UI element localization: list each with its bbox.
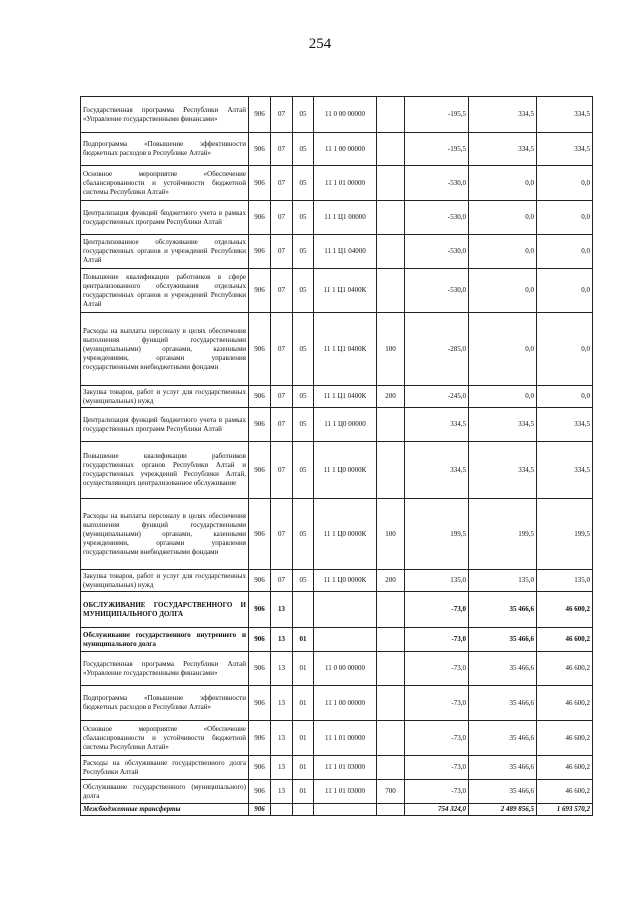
cell-target-article: 11 0 00 00000	[314, 652, 377, 686]
cell-target-article: 11 1 00 00000	[314, 686, 377, 721]
cell-expense-type: 100	[377, 499, 405, 570]
cell-amount-1: 199,5	[405, 499, 469, 570]
cell-amount-1: -73,0	[405, 652, 469, 686]
cell-amount-2: 334,5	[469, 97, 537, 133]
cell-name: Централизация функций бюджетного учета в рамках государственных программ Республики Алтай	[81, 201, 249, 235]
cell-amount-3: 46 600,2	[537, 721, 593, 756]
cell-amount-3: 0,0	[537, 166, 593, 201]
cell-amount-3: 334,5	[537, 408, 593, 442]
cell-amount-1: -73,0	[405, 721, 469, 756]
cell-expense-type	[377, 97, 405, 133]
cell-target-article: 11 1 Ц0 0000К	[314, 570, 377, 592]
cell-section: 13	[271, 592, 293, 628]
cell-admin-code: 906	[249, 628, 271, 652]
cell-subsection: 01	[293, 686, 314, 721]
cell-target-article: 11 1 Ц1 00000	[314, 201, 377, 235]
cell-name: Подпрограмма «Повышение эффективности бюджетных расходов в Республике Алтай»	[81, 686, 249, 721]
cell-admin-code: 906	[249, 780, 271, 804]
cell-target-article: 11 1 Ц1 0400К	[314, 386, 377, 408]
cell-admin-code: 906	[249, 570, 271, 592]
cell-amount-3: 334,5	[537, 442, 593, 499]
cell-target-article: 11 1 Ц0 0000К	[314, 442, 377, 499]
cell-amount-1: -195,5	[405, 133, 469, 166]
cell-section	[271, 804, 293, 816]
cell-amount-1: -73,0	[405, 628, 469, 652]
cell-expense-type	[377, 408, 405, 442]
cell-amount-1: -73,0	[405, 592, 469, 628]
cell-section: 13	[271, 686, 293, 721]
cell-target-article: 11 1 01 03000	[314, 756, 377, 780]
cell-section: 07	[271, 570, 293, 592]
cell-target-article: 11 1 01 00000	[314, 721, 377, 756]
cell-expense-type	[377, 756, 405, 780]
cell-amount-1: -530,0	[405, 235, 469, 269]
cell-section: 13	[271, 756, 293, 780]
table-row	[81, 235, 593, 269]
cell-expense-type	[377, 721, 405, 756]
cell-section: 13	[271, 721, 293, 756]
cell-subsection: 05	[293, 133, 314, 166]
cell-section: 13	[271, 780, 293, 804]
cell-expense-type	[377, 442, 405, 499]
cell-name: Подпрограмма «Повышение эффективности бюджетных расходов в Республике Алтай»	[81, 133, 249, 166]
cell-amount-2: 135,0	[469, 570, 537, 592]
cell-section: 07	[271, 442, 293, 499]
cell-amount-1: -530,0	[405, 269, 469, 313]
cell-target-article: 11 1 Ц0 0000К	[314, 499, 377, 570]
cell-subsection: 05	[293, 235, 314, 269]
cell-amount-2: 0,0	[469, 201, 537, 235]
cell-amount-3: 334,5	[537, 97, 593, 133]
table-row	[81, 442, 593, 499]
cell-expense-type	[377, 166, 405, 201]
cell-target-article: 11 1 Ц1 0400К	[314, 313, 377, 386]
cell-expense-type	[377, 592, 405, 628]
cell-name: Обслуживание государственного (муниципального) долга	[81, 780, 249, 804]
cell-admin-code: 906	[249, 756, 271, 780]
table-row	[81, 499, 593, 570]
cell-name: Государственная программа Республики Алтай «Управление государственными финансами»	[81, 652, 249, 686]
cell-amount-3: 0,0	[537, 235, 593, 269]
cell-subsection: 01	[293, 628, 314, 652]
cell-subsection: 05	[293, 386, 314, 408]
cell-admin-code: 906	[249, 269, 271, 313]
cell-admin-code: 906	[249, 499, 271, 570]
cell-amount-3: 46 600,2	[537, 628, 593, 652]
cell-expense-type: 200	[377, 386, 405, 408]
cell-target-article	[314, 804, 377, 816]
cell-name: Расходы на выплаты персоналу в целях обеспечения выполнения функций государственными (муниципальными) органами, казенными учреждениями, органами управления государственными внебюджетными фондами	[81, 313, 249, 386]
cell-subsection: 05	[293, 313, 314, 386]
cell-subsection	[293, 592, 314, 628]
table-row	[81, 780, 593, 804]
table-row	[81, 804, 593, 816]
table-row	[81, 592, 593, 628]
cell-section: 07	[271, 313, 293, 386]
cell-admin-code: 906	[249, 313, 271, 386]
cell-subsection	[293, 804, 314, 816]
cell-amount-3: 46 600,2	[537, 652, 593, 686]
cell-amount-2: 0,0	[469, 386, 537, 408]
cell-amount-2: 334,5	[469, 442, 537, 499]
cell-amount-1: 334,5	[405, 442, 469, 499]
cell-amount-1: -245,0	[405, 386, 469, 408]
cell-expense-type	[377, 686, 405, 721]
cell-subsection: 01	[293, 756, 314, 780]
cell-name: Повышение квалификации работников в сфере централизованного обслуживания отдельных государственных органов и учреждений Республики Алтай	[81, 269, 249, 313]
cell-amount-2: 35 466,6	[469, 721, 537, 756]
cell-target-article	[314, 592, 377, 628]
cell-expense-type: 200	[377, 570, 405, 592]
cell-amount-2: 0,0	[469, 166, 537, 201]
table-row	[81, 652, 593, 686]
budget-table	[80, 96, 593, 816]
cell-admin-code: 906	[249, 721, 271, 756]
cell-amount-2: 0,0	[469, 235, 537, 269]
cell-amount-3: 46 600,2	[537, 686, 593, 721]
cell-subsection: 05	[293, 570, 314, 592]
cell-target-article: 11 0 00 00000	[314, 97, 377, 133]
cell-subsection: 01	[293, 780, 314, 804]
cell-amount-2: 35 466,6	[469, 628, 537, 652]
table-row	[81, 570, 593, 592]
cell-subsection: 05	[293, 166, 314, 201]
cell-expense-type	[377, 269, 405, 313]
cell-amount-1: 334,5	[405, 408, 469, 442]
cell-admin-code: 906	[249, 592, 271, 628]
table-row	[81, 201, 593, 235]
cell-name: Закупка товаров, работ и услуг для государственных (муниципальных) нужд	[81, 570, 249, 592]
cell-expense-type	[377, 235, 405, 269]
cell-amount-2: 0,0	[469, 269, 537, 313]
cell-amount-2: 35 466,6	[469, 686, 537, 721]
cell-name: Межбюджетные трансферты	[81, 804, 249, 816]
cell-amount-3: 46 600,2	[537, 592, 593, 628]
cell-admin-code: 906	[249, 442, 271, 499]
cell-amount-3: 0,0	[537, 386, 593, 408]
cell-admin-code: 906	[249, 166, 271, 201]
cell-expense-type: 100	[377, 313, 405, 386]
cell-subsection: 05	[293, 499, 314, 570]
table-row	[81, 408, 593, 442]
table-row	[81, 721, 593, 756]
cell-subsection: 01	[293, 721, 314, 756]
cell-amount-1: 135,0	[405, 570, 469, 592]
cell-admin-code: 906	[249, 386, 271, 408]
table-row	[81, 133, 593, 166]
table-row	[81, 166, 593, 201]
cell-subsection: 05	[293, 269, 314, 313]
cell-amount-3: 46 600,2	[537, 756, 593, 780]
cell-section: 07	[271, 499, 293, 570]
cell-admin-code: 906	[249, 804, 271, 816]
cell-amount-3: 0,0	[537, 269, 593, 313]
table-row	[81, 756, 593, 780]
cell-admin-code: 906	[249, 97, 271, 133]
cell-amount-1: 754 324,0	[405, 804, 469, 816]
cell-amount-1: -530,0	[405, 166, 469, 201]
cell-amount-3: 1 693 570,2	[537, 804, 593, 816]
cell-amount-2: 35 466,6	[469, 780, 537, 804]
cell-amount-3: 0,0	[537, 313, 593, 386]
cell-name: Закупка товаров, работ и услуг для государственных (муниципальных) нужд	[81, 386, 249, 408]
table-row	[81, 628, 593, 652]
cell-target-article: 11 1 00 00000	[314, 133, 377, 166]
cell-amount-2: 199,5	[469, 499, 537, 570]
cell-expense-type	[377, 201, 405, 235]
cell-amount-2: 334,5	[469, 133, 537, 166]
cell-amount-2: 334,5	[469, 408, 537, 442]
table-row	[81, 97, 593, 133]
cell-amount-1: -530,0	[405, 201, 469, 235]
cell-amount-2: 0,0	[469, 313, 537, 386]
page-number: 254	[308, 36, 332, 52]
cell-expense-type	[377, 652, 405, 686]
cell-section: 07	[271, 408, 293, 442]
cell-amount-2: 2 489 856,5	[469, 804, 537, 816]
cell-amount-3: 46 600,2	[537, 780, 593, 804]
cell-amount-2: 35 466,6	[469, 592, 537, 628]
cell-expense-type	[377, 804, 405, 816]
cell-expense-type: 700	[377, 780, 405, 804]
cell-section: 07	[271, 269, 293, 313]
cell-admin-code: 906	[249, 652, 271, 686]
cell-section: 07	[271, 386, 293, 408]
table-row	[81, 269, 593, 313]
table-row	[81, 686, 593, 721]
cell-name: Централизованное обслуживание отдельных государственных органов и учреждений Республики Алтай	[81, 235, 249, 269]
cell-amount-1: -73,0	[405, 780, 469, 804]
cell-name: Государственная программа Республики Алтай «Управление государственными финансами»	[81, 97, 249, 133]
cell-amount-2: 35 466,6	[469, 756, 537, 780]
cell-admin-code: 906	[249, 408, 271, 442]
cell-target-article: 11 1 Ц1 0400К	[314, 269, 377, 313]
table-row	[81, 313, 593, 386]
cell-amount-1: -73,0	[405, 686, 469, 721]
cell-section: 07	[271, 235, 293, 269]
cell-amount-1: -285,0	[405, 313, 469, 386]
cell-amount-2: 35 466,6	[469, 652, 537, 686]
cell-admin-code: 906	[249, 201, 271, 235]
cell-section: 07	[271, 166, 293, 201]
cell-section: 07	[271, 201, 293, 235]
cell-name: ОБСЛУЖИВАНИЕ ГОСУДАРСТВЕННОГО И МУНИЦИПАЛЬНОГО ДОЛГА	[81, 592, 249, 628]
cell-expense-type	[377, 133, 405, 166]
budget-table-body	[81, 97, 593, 816]
cell-amount-3: 334,5	[537, 133, 593, 166]
cell-subsection: 05	[293, 408, 314, 442]
cell-amount-1: -73,0	[405, 756, 469, 780]
cell-subsection: 05	[293, 442, 314, 499]
cell-section: 13	[271, 628, 293, 652]
cell-name: Повышение квалификации работников государственных органов Республики Алтай и государственных учреждений Республики Алтай, осуществляющих централизованное обслуживание	[81, 442, 249, 499]
cell-admin-code: 906	[249, 686, 271, 721]
cell-amount-1: -195,5	[405, 97, 469, 133]
cell-amount-3: 0,0	[537, 201, 593, 235]
cell-target-article: 11 1 Ц1 04000	[314, 235, 377, 269]
cell-name: Основное мероприятие «Обеспечение сбалансированности и устойчивости бюджетной системы Республики Алтай»	[81, 721, 249, 756]
cell-name: Основное мероприятие «Обеспечение сбалансированности и устойчивости бюджетной системы Республики Алтай»	[81, 166, 249, 201]
cell-section: 07	[271, 97, 293, 133]
cell-target-article: 11 1 01 03000	[314, 780, 377, 804]
cell-expense-type	[377, 628, 405, 652]
cell-target-article: 11 1 01 00000	[314, 166, 377, 201]
cell-section: 07	[271, 133, 293, 166]
cell-name: Централизация функций бюджетного учета в рамках государственных программ Республики Алтай	[81, 408, 249, 442]
cell-target-article	[314, 628, 377, 652]
cell-subsection: 05	[293, 97, 314, 133]
cell-amount-3: 135,0	[537, 570, 593, 592]
cell-admin-code: 906	[249, 235, 271, 269]
cell-subsection: 01	[293, 652, 314, 686]
cell-name: Расходы на обслуживание государственного долга Республики Алтай	[81, 756, 249, 780]
cell-subsection: 05	[293, 201, 314, 235]
cell-admin-code: 906	[249, 133, 271, 166]
cell-amount-3: 199,5	[537, 499, 593, 570]
cell-section: 13	[271, 652, 293, 686]
table-row	[81, 386, 593, 408]
cell-name: Расходы на выплаты персоналу в целях обеспечения выполнения функций государственными (муниципальными) органами, казенными учреждениями, органами управления государственными внебюджетными фондами	[81, 499, 249, 570]
cell-target-article: 11 1 Ц0 00000	[314, 408, 377, 442]
cell-name: Обслуживание государственного внутреннего и муниципального долга	[81, 628, 249, 652]
